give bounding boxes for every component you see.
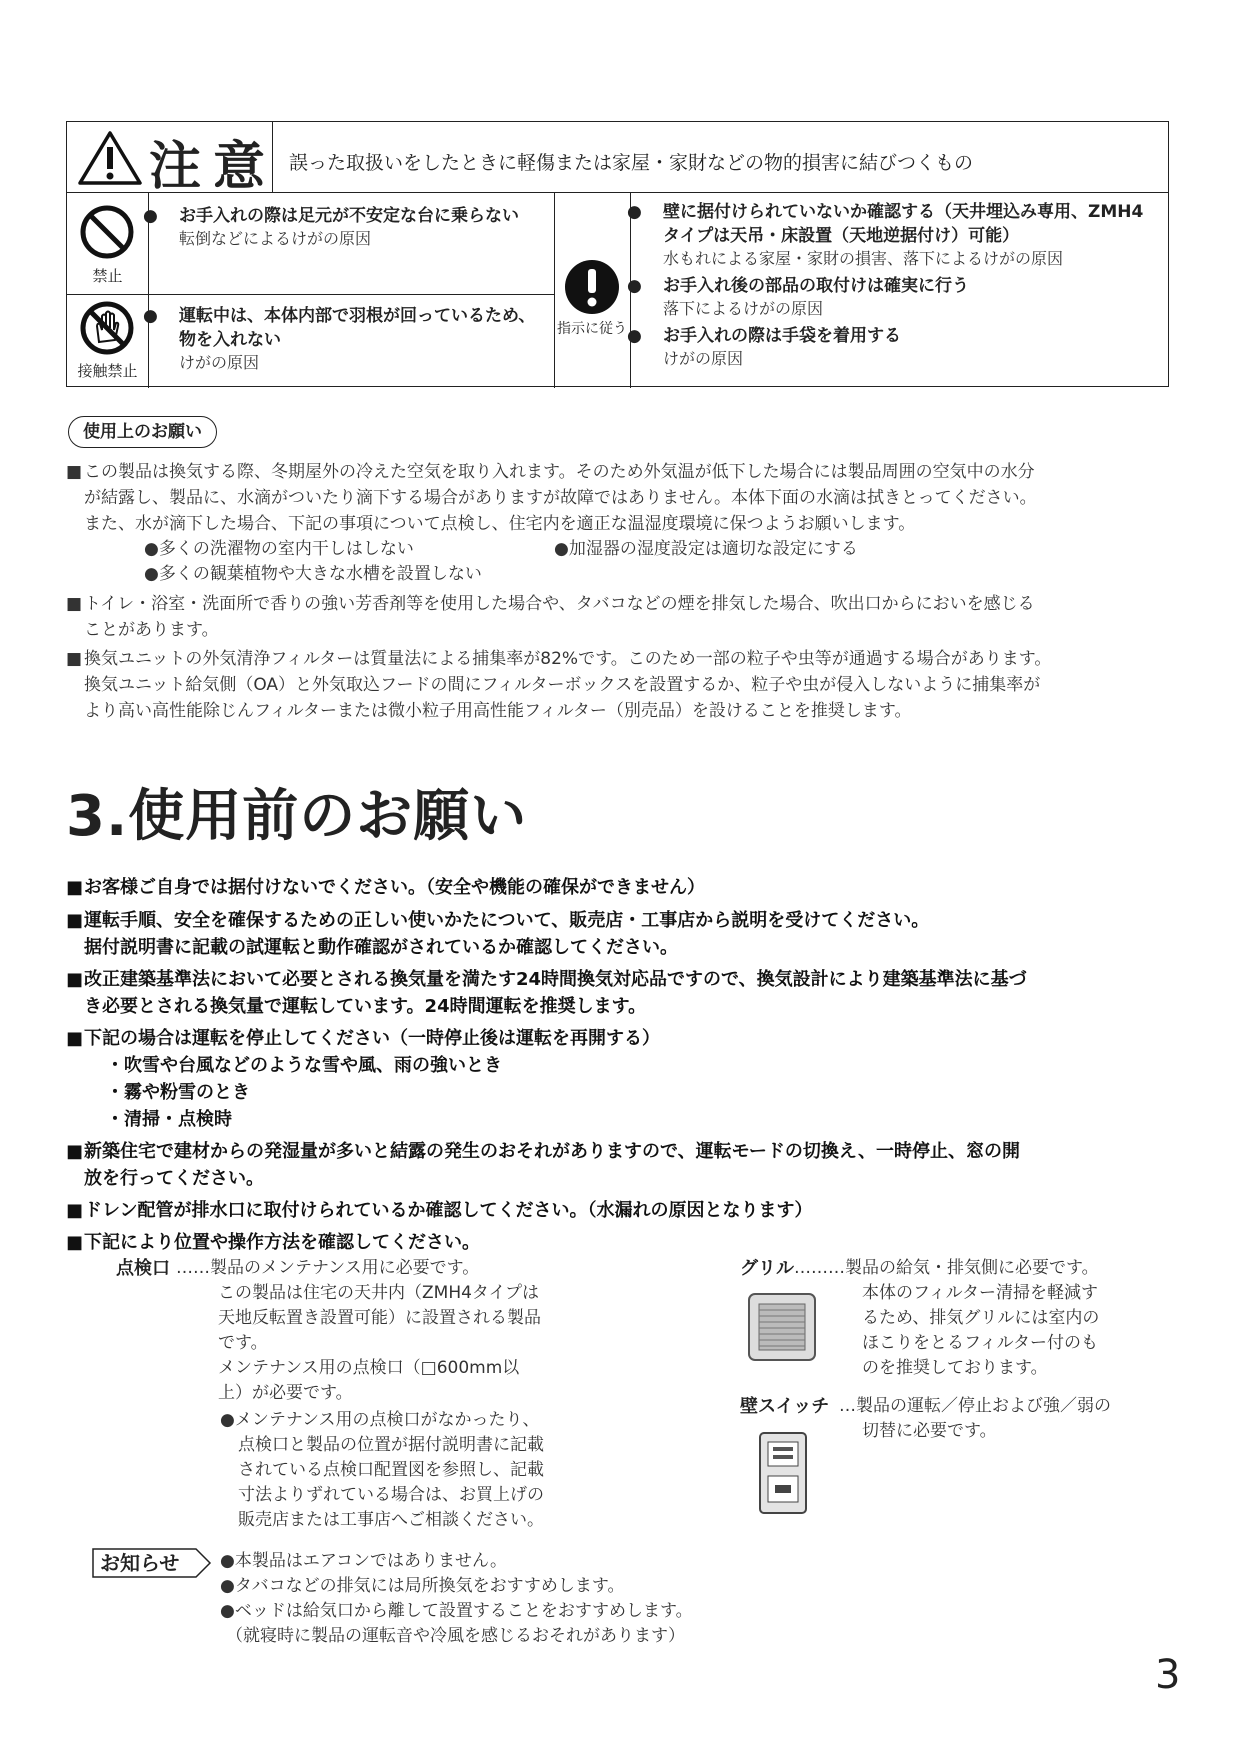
grille-label: グリル [740,1258,794,1279]
caution-left-item: ● お手入れの際は足元が不安定な台に乗らない 転倒などによるけがの原因 [143,206,519,248]
no-touch-label: 接触禁止 [77,362,138,380]
prohibit-label: 禁止 [92,267,123,285]
caution-right-item: ● 壁に据付けられていないか確認する（天井埋込み専用、ZMH4タイプは天吊・床設置（天地逆据付け）可能） 水もれによる家屋・家財の損害、落下によるけがの原因 [627,202,1144,268]
inspection-note: ●メンテナンス用の点検口がなかったり、 点検口と製品の位置が据付説明書に記載 されている点検口配置図を参照し、記載 寸法よりずれている場合は、お買上げの 販売店または工事店へご相談ください。 [220,1410,544,1530]
request-item: ■下記の場合は運転を停止してください（一時停止後は運転を再開する） ・吹雪や台風などのような雪や風、雨の強いとき ・霧や粉雪のとき ・清掃・点検時 [66,1028,660,1130]
usage-bullet: ●加湿器の湿度設定は適切な設定にする [554,539,858,559]
wall-switch-image [757,1430,809,1516]
warning-triangle-icon [77,130,143,186]
inspection-label: 点検口 [116,1258,170,1279]
request-item: ■下記により位置や操作方法を確認してください。 [66,1232,480,1253]
caution-description: 誤った取扱いをしたときに軽傷または家屋・家財などの物的損害に結びつくもの [289,152,974,174]
caution-box [66,121,1169,387]
usage-bullet: ●多くの観葉植物や大きな水槽を設置しない [144,564,482,584]
request-item: ■改正建築基準法において必要とされる換気量を満たす24時間換気対応品ですので、換気設計により建築基準法に基づ き必要とされる換気量で運転しています。24時間運転を推奨します。 [66,969,1027,1017]
grille-desc: ………製品の給気・排気側に必要です。 本体のフィルター清掃を軽減す るため、排気グリルには室内の ほこりをとるフィルター付のも のを推奨しております。 [794,1258,1100,1378]
inspection-desc: ……製品のメンテナンス用に必要です。 この製品は住宅の天井内（ZMH4タイプは 天地反転置き設置可能）に設置される製品 です。 メンテナンス用の点検口（□600mm以 上）が必要です。 [176,1258,541,1403]
request-item: ■お客様ご自身では据付けないでください。（安全や機能の確保ができません） [66,877,705,898]
no-touch-icon [77,298,137,358]
grille-image [745,1290,820,1365]
instruction-label: 指示に従う [557,321,627,337]
request-item: ■ドレン配管が排水口に取付けられているか確認してください。（水漏れの原因となります） [66,1200,813,1221]
caution-title: 注意 [149,137,278,197]
request-item: ■新築住宅で建材からの発湿量が多いと結露の発生のおそれがありますので、運転モードの切換え、一時停止、窓の開 放を行ってください。 [66,1141,1020,1189]
request-item: ■運転手順、安全を確保するための正しい使いかたについて、販売店・工事店から説明を受けてください。 据付説明書に記載の試運転と動作確認がされているか確認してください。 [66,910,930,958]
usage-heading: 使用上のお願い [68,416,217,448]
instruction-icon [563,258,621,316]
caution-left-item: ● 運転中は、本体内部で羽根が回っているため、物を入れない けがの原因 [143,306,536,372]
usage-bullet: ●多くの洗濯物の室内干しはしない [144,539,414,559]
notice-list: ●本製品はエアコンではありません。 ●タバコなどの排気には局所換気をおすすめします。 ●ベッドは給気口から離して設置することをおすすめします。 （就寝時に製品の運転音や冷風を感じるおそれがあります） [220,1551,693,1646]
section-title: 3.使用前のお願い [66,784,528,849]
page-number: 3 [1155,1652,1181,1698]
usage-paragraph-2: ■ トイレ・浴室・洗面所で香りの強い芳香剤等を使用した場合や、タバコなどの煙を排気した場合、吹出口からにおいを感じる ことがあります。 [66,594,1035,640]
caution-right-item: ● お手入れ後の部品の取付けは確実に行う 落下によるけがの原因 [627,276,969,318]
usage-paragraph-1: ■ この製品は換気する際、冬期屋外の冷えた空気を取り入れます。そのため外気温が低下した場合には製品周囲の空気中の水分 が結露し、製品に、水滴がついたり滴下する場合がありますが故障ではありません。本体下面の水滴は拭きとってください。 また、水が滴下した場合、下記の事項について点検し、住宅内を適正な温湿度環境に保つようお願いします。 [66,462,1037,534]
prohibit-icon [77,202,137,262]
notice-label: お知らせ [92,1548,179,1578]
switch-desc: …製品の運転／停止および強／弱の 切替に必要です。 [839,1396,1111,1441]
switch-label: 壁スイッチ [740,1396,830,1417]
caution-right-item: ● お手入れの際は手袋を着用する けがの原因 [627,326,901,368]
usage-paragraph-3: ■ 換気ユニットの外気清浄フィルターは質量法による捕集率が82%です。このため一部の粒子や虫等が通過する場合があります。 換気ユニット給気側（OA）と外気取込フードの間にフィルターボックスを設置するか、粒子や虫が侵入しないように捕集率が より高い高性能除じんフィルターまたは微小粒子用高性能フィルター（別売品）を設けることを推奨します。 [66,649,1052,721]
